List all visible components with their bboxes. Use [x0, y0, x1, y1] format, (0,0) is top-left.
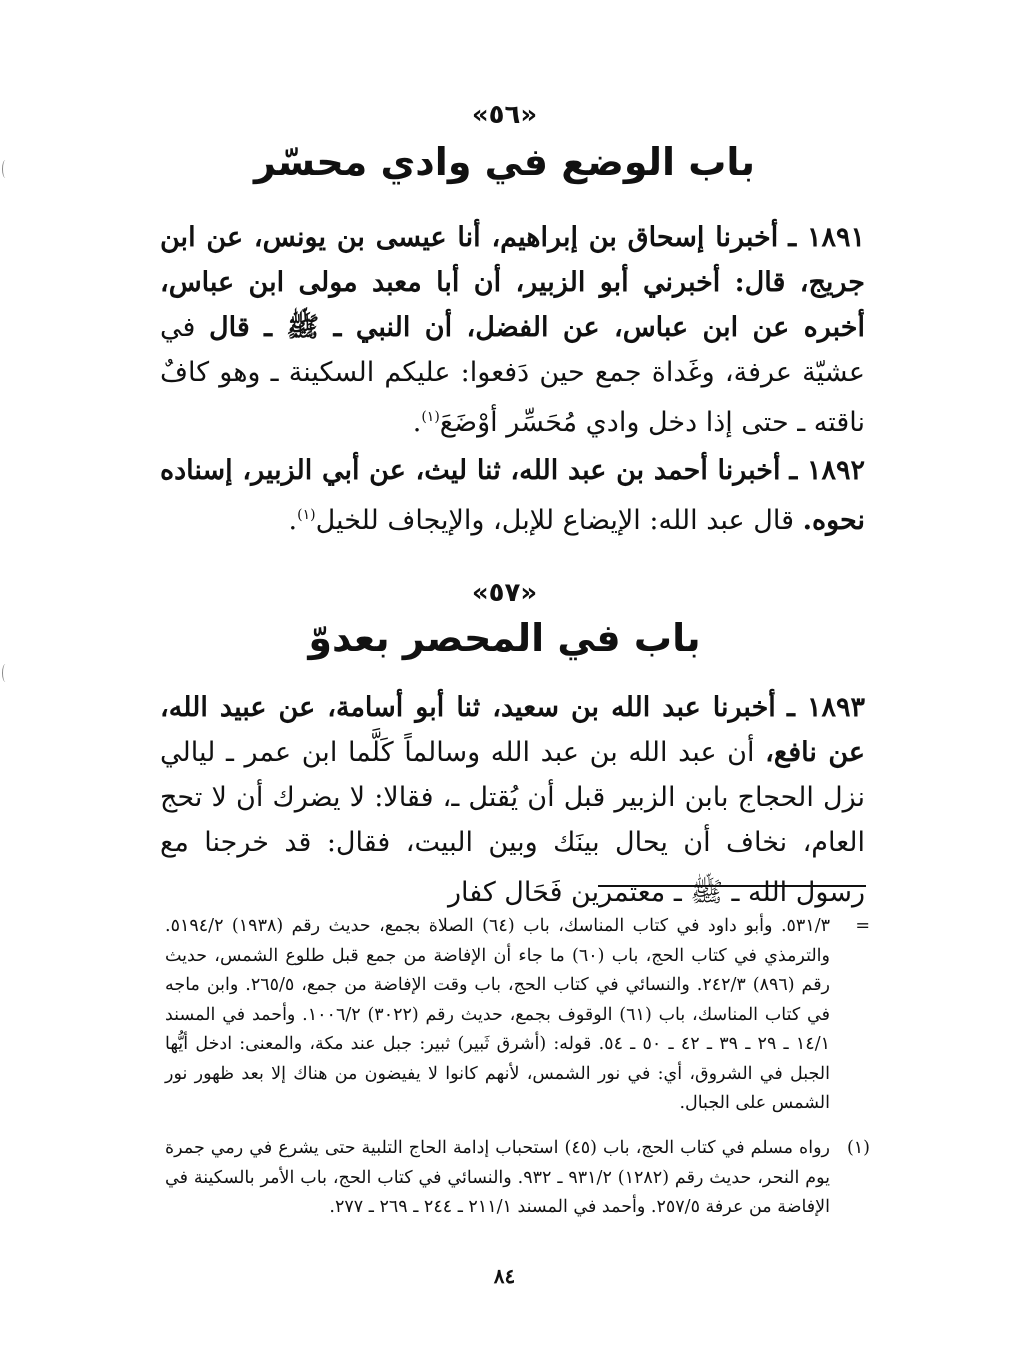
hadith-number: ١٨٩٣ ـ — [787, 692, 865, 723]
chapter-number: «٥٧» — [471, 578, 538, 608]
hadith-matn: في عشيّة عرفة، وغَداة جمع حين دَفعوا: عليكم السكينة ـ وهو كافٌ ناقته ـ حتى إذا دخل وادي مُحَسِّر أوْضَعَ — [160, 312, 865, 438]
footnote — [165, 1134, 870, 1223]
footnote-reference: (١) — [297, 507, 316, 523]
footnote-reference: (١) — [421, 409, 440, 425]
hadith-paragraph — [160, 448, 865, 543]
hadith-paragraph — [160, 685, 865, 915]
footnote-marker: (١) — [846, 1138, 870, 1158]
hadith-isnad: أخبرنا أحمد بن عبد الله، ثنا ليث، عن أبي الزبير، إسناده نحوه. — [160, 455, 865, 536]
chapter-number: «٥٦» — [471, 100, 538, 130]
footnote-text: رواه مسلم في كتاب الحج، باب (٤٥) استحباب إدامة الحاج التلبية حتى يشرع في رمي جمرة يوم النحر، حديث رقم (١٢٨٢) ٩٣١/٢ ـ ٩٣٢. والنسائي في كتاب الحج، باب الأمر بالسكينة في الإفاضة من عرفة ٢٥٧/٥. وأحمد في المسند ٢١١/١ ـ ٢٤٤ ـ ٢٦٩ ـ ٢٧٧. — [165, 1138, 830, 1217]
footnote — [165, 912, 870, 1119]
chapter-title: باب في المحصر بعدوّ — [308, 616, 701, 660]
scan-artifact — [2, 160, 9, 178]
hadith-isnad: أخبرنا عبد الله بن سعيد، ثنا أبو أسامة، عن عبيد الله، عن نافع، — [160, 692, 866, 768]
footnote-marker: = — [855, 916, 870, 936]
page-number: ٨٤ — [493, 1264, 516, 1288]
hadith-number: ١٨٩٢ ـ — [789, 455, 866, 486]
hadith-number: ١٨٩١ ـ — [788, 222, 865, 253]
scan-artifact — [2, 664, 9, 682]
hadith-end: . — [288, 505, 298, 536]
hadith-matn: قال عبد الله: الإيضاع للإبل، والإيجاف للخيل — [315, 505, 803, 536]
hadith-paragraph — [160, 215, 865, 445]
footnote-text: ٥٣١/٣. وأبو داود في كتاب المناسك، باب (٦٤) الصلاة بجمع، حديث رقم (١٩٣٨) ٥١٩٤/٢. والترمذي في كتاب الحج، باب (٦٠) ما جاء أن الإفاضة من جمع قبل طلوع الشمس، حديث رقم (٨٩٦) ٢٤٢/٣. والنسائي في كتاب الحج، باب وقت الإفاضة من جمع، ٢٦٥/٥. وابن ماجه في كتاب المناسك، باب (٦١) الوقوف بجمع، حديث رقم (٣٠٢٢) ١٠٠٦/٢. وأحمد في المسند ١٤/١ ـ ٢٩ ـ ٣٩ ـ ٤٢ ـ ٥٠ ـ ٥٤. قوله: (أشرق ثَبير) ثبير: جبل عند مكة، والمعنى: ادخل أيُّها الجبل في الشروق، أي: في نور الشمس، لأنهم كانوا لا يفيضون من هناك إلا بعد ظهور نور الشمس على الجبال. — [165, 916, 831, 1113]
hadith-matn: أن عبد الله بن عبد الله وسالماً كَلَّما ابن عمر ـ ليالي نزل الحجاج بابن الزبير قبل أن يُقتل ـ، فقالا: لا يضرك أن لا تحج العام، نخاف أن يحال بينَك وبين البيت، فقال: قد خرجنا مع رسول الله ـ ﷺ ـ معتمرين فَحَال كفار — [160, 737, 865, 908]
chapter-title: باب الوضع في وادي محسّر — [254, 140, 755, 184]
hadith-end: . — [412, 407, 422, 438]
hadith-isnad: أخبرنا إسحاق بن إبراهيم، أنا عيسى بن يونس، عن ابن جريج، قال: أخبرني أبو الزبير، أن أبا معبد مولى ابن عباس، أخبره عن ابن عباس، عن الفضل، أن النبي ـ ﷺ ـ قال — [160, 222, 866, 343]
footnote-divider — [598, 885, 866, 887]
